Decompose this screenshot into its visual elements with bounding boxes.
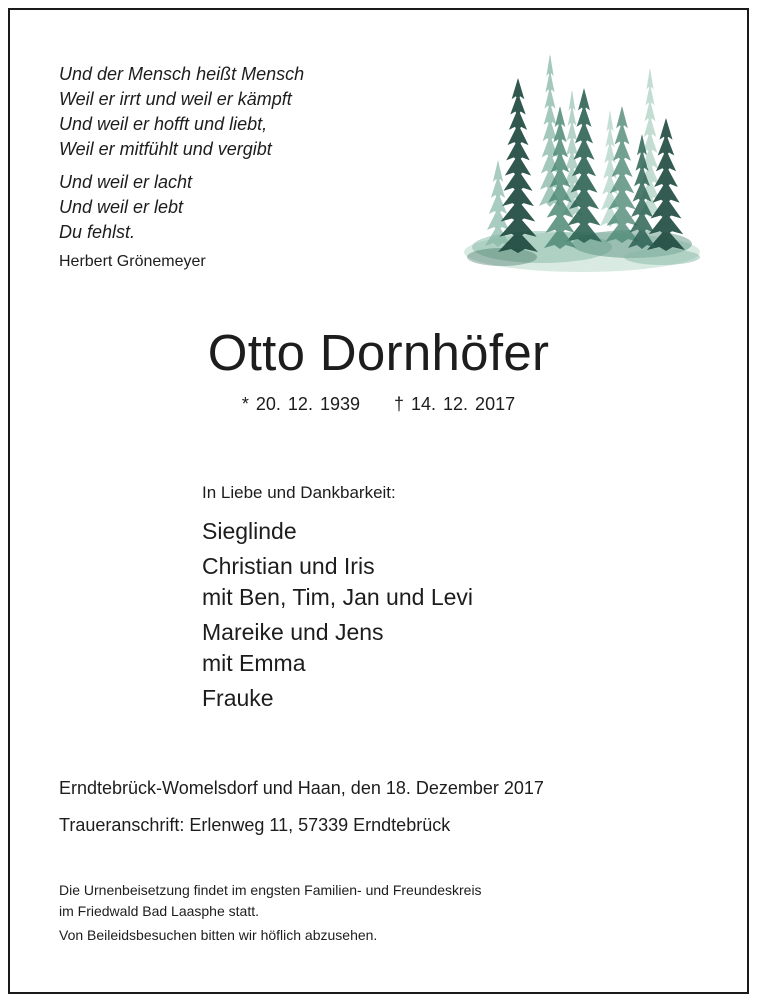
birth-date: * 20. 12. 1939 (241, 394, 360, 414)
condolence-visits-notice: Von Beileidsbesuchen bitten wir höflich abzusehen. (59, 927, 378, 943)
poem (59, 62, 304, 245)
deceased-name: Otto Dornhöfer (207, 324, 550, 381)
mourner-line: Mareike und Jens (202, 619, 384, 645)
poem-stanza (59, 170, 304, 245)
poem-line: Weil er mitfühlt und vergibt (59, 139, 272, 159)
death-date: † 14. 12. 2017 (394, 394, 516, 414)
mourner-group (202, 683, 473, 714)
poem-line: Weil er irrt und weil er kämpft (59, 89, 292, 109)
mourner-line: mit Emma (202, 650, 306, 676)
obituary-notice (8, 8, 749, 994)
poem-line: Und weil er lebt (59, 197, 184, 217)
fir-trees-illustration (462, 52, 702, 282)
poem-stanza (59, 62, 304, 162)
mourner-group (202, 617, 473, 679)
family-intro: In Liebe und Dankbarkeit: (202, 483, 396, 502)
poem-line: Und weil er lacht (59, 172, 193, 192)
burial-line: Die Urnenbeisetzung findet im engsten Familien- und Freundeskreis (59, 882, 482, 898)
mourner-line: Christian und Iris (202, 553, 375, 579)
mourner-line: Sieglinde (202, 518, 297, 544)
burial-line: im Friedwald Bad Laasphe statt. (59, 903, 259, 919)
poem-line: Und der Mensch heißt Mensch (59, 64, 305, 84)
mourner-group (202, 551, 473, 613)
mourner-group (202, 516, 473, 547)
place-and-date: Erndtebrück-Womelsdorf und Haan, den 18. Dezember 2017 (59, 778, 544, 798)
life-dates (10, 394, 747, 415)
burial-notice (59, 880, 482, 922)
poem-author: Herbert Grönemeyer (59, 253, 206, 270)
mourner-line: mit Ben, Tim, Jan und Levi (202, 584, 474, 610)
mourning-address: Traueranschrift: Erlenweg 11, 57339 Erndtebrück (59, 815, 451, 835)
mourner-line: Frauke (202, 685, 274, 711)
mourners-list (202, 516, 473, 714)
poem-line: Und weil er hofft und liebt, (59, 114, 268, 134)
poem-line: Du fehlst. (59, 222, 136, 242)
